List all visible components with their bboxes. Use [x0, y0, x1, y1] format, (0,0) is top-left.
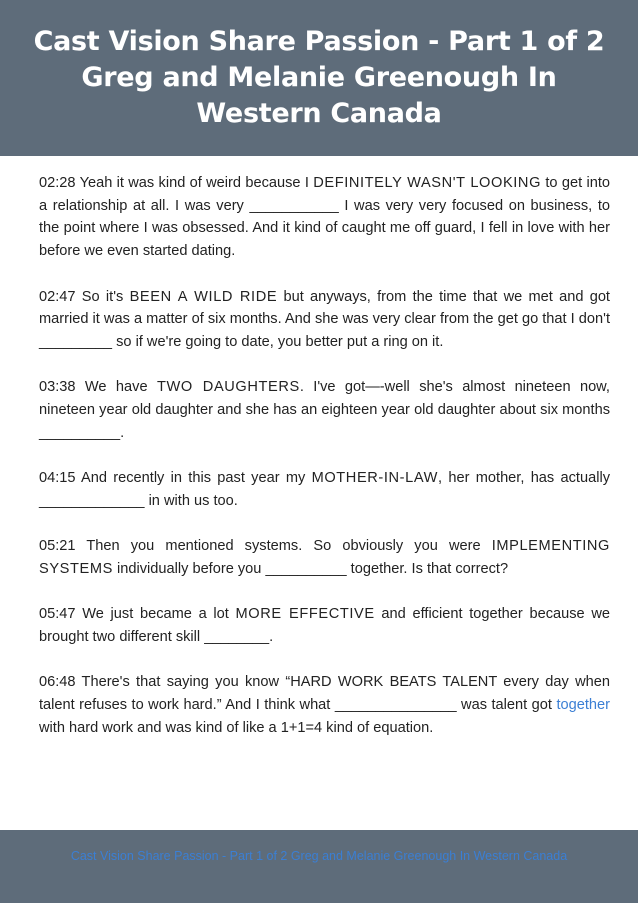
paragraph-text: and efficient together because we brought two different skill ________. [39, 606, 611, 645]
paragraph-text: . I've got—-well she's almost nineteen now, nineteen year old daughter and she has an eighteen year old daughter about six months __________. [39, 379, 610, 441]
paragraph-text: 05:21 Then you mentioned systems. So obviously you were [39, 538, 492, 555]
emphasis-text: MORE EFFECTIVE [235, 606, 375, 623]
paragraph-text: individually before you __________ together. Is that correct? [112, 560, 509, 577]
paragraph-text: with hard work and was kind of like a 1+1=4 kind of equation. [39, 719, 434, 736]
transcript-paragraph [39, 603, 610, 648]
emphasis-text: MOTHER-IN-LAW [311, 470, 439, 487]
emphasis-text: DEFINITELY WASN'T LOOKING [313, 175, 542, 191]
footer-band [0, 830, 638, 903]
title-banner [0, 0, 638, 156]
emphasis-text: TWO DAUGHTERS [156, 379, 300, 396]
paragraph-text: 06:48 There's that saying you know “HARD WORK BEATS TALENT every day when talent refuses to work hard.” And I think what _______________ was talent got [39, 674, 610, 714]
paragraph-text: , her mother, has actually _____________ in with us too. [39, 470, 610, 509]
paragraph-text: 02:28 Yeah it was kind of weird because I [39, 175, 314, 191]
paragraph-text: but anyways, from the time that we met and got married it was a matter of six months. And she was very clear from the get go that I don't _________ so if we're going to date, you better put a ring on it. [39, 288, 610, 350]
page-title: Cast Vision Share Passion - Part 1 of 2 Greg and Melanie Greenough In Western Canada [33, 26, 605, 129]
paragraph-text: 04:15 And recently in this past year my [39, 470, 312, 487]
paragraph-text: to get into a relationship at all. I was very ___________ I was very very focused on business, to the point where I was obsessed. And it kind of caught me off guard, I fell in love with her before we even started dating. [39, 175, 610, 260]
footer-title-link[interactable]: Cast Vision Share Passion - Part 1 of 2 Greg and Melanie Greenough In Western Canada [70, 849, 568, 863]
transcript-paragraph [39, 467, 610, 512]
transcript-paragraph [39, 172, 610, 263]
transcript-body [39, 172, 610, 762]
together-link[interactable]: together [556, 697, 610, 714]
emphasis-text: IMPLEMENTING SYSTEMS [39, 538, 610, 577]
emphasis-text: BEEN A WILD RIDE [129, 288, 278, 305]
transcript-paragraph [39, 376, 610, 444]
transcript-paragraph [39, 671, 610, 739]
paragraph-text: 03:38 We have [39, 379, 157, 396]
transcript-paragraph [39, 535, 610, 580]
transcript-paragraph [39, 286, 610, 354]
paragraph-text: 05:47 We just became a lot [39, 606, 236, 623]
paragraph-text: 02:47 So it's [39, 288, 130, 305]
